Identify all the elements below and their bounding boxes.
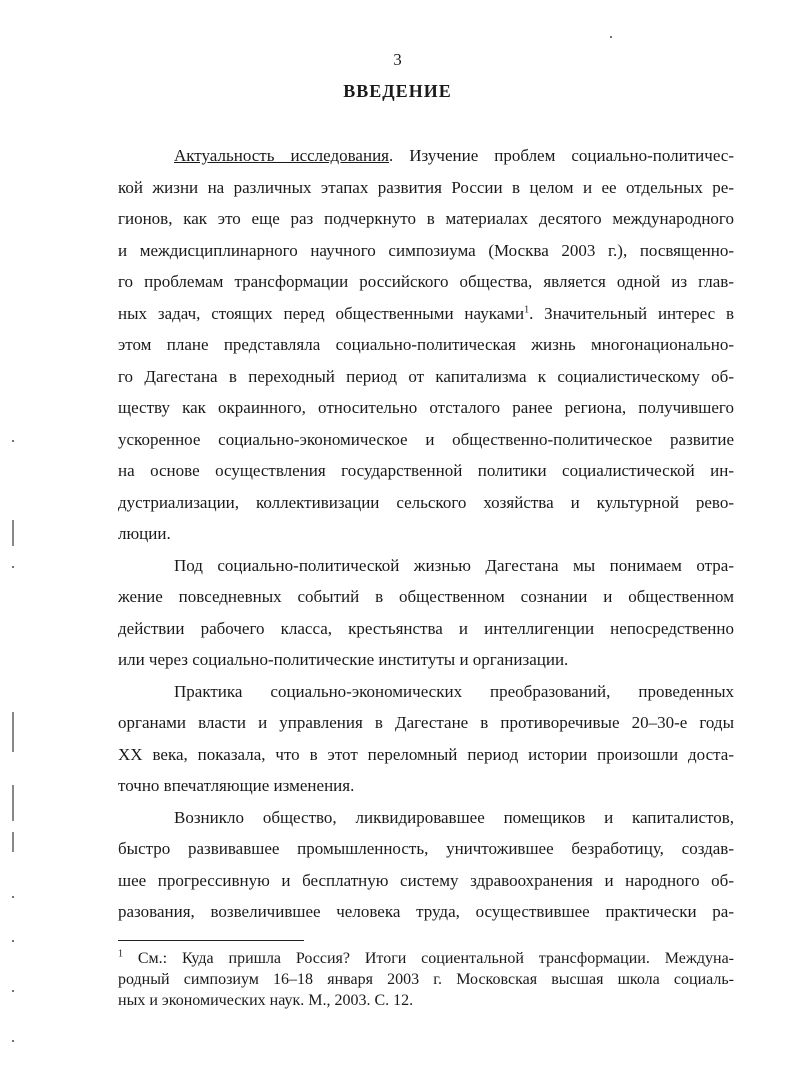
- paragraph-1-line-6-a: ных задач, стоящих перед общественными науками: [118, 303, 525, 323]
- footnote-reference[interactable]: 1: [524, 303, 530, 315]
- scan-artifact: [12, 940, 14, 942]
- scan-artifact: [12, 990, 14, 992]
- paragraph-1-line-12: дустриализации, коллективизации сельского хозяйства и культурной рево-: [118, 492, 734, 512]
- scan-artifact: [12, 832, 14, 852]
- page-title: ВВЕДЕНИЕ: [343, 81, 452, 101]
- paragraph-1-line-6-b: . Значительный интерес в: [529, 303, 734, 323]
- paragraph-3-line-4: точно впечатляющие изменения.: [118, 776, 355, 795]
- paragraph-1-line-8: го Дагестана в переходный период от капитализма к социалистическому об-: [118, 366, 734, 386]
- document-body: [118, 140, 734, 928]
- paragraph-1-line-1: [118, 140, 734, 172]
- paragraph-1-line-11: на основе осуществления государственной политики социалистической ин-: [118, 461, 734, 480]
- paragraph-1-line-9: ществу как окраинного, относительно отсталого ранее региона, получившего: [118, 398, 734, 417]
- paragraph-2-line-3: действии рабочего класса, крестьянства и интеллигенции непосредственно: [118, 618, 734, 638]
- footnote-marker: 1: [118, 948, 123, 960]
- paragraph-2-line-4: или через социально-политические институты и организации.: [118, 650, 569, 669]
- scan-artifact: [610, 36, 612, 38]
- paragraph-1-lead-text: . Изучение проблем социально-политичес-: [389, 146, 734, 165]
- footnote-line-3: ных и экономических наук. М., 2003. С. 12.: [118, 992, 414, 1009]
- paragraph-1-line-2: кой жизни на различных этапах развития России в целом и ее отдельных ре-: [118, 177, 734, 197]
- scan-artifact: [12, 896, 14, 898]
- paragraph-3-line-2: органами власти и управления в Дагестане в противоречивые 20–30-е годы: [118, 713, 734, 732]
- paragraph-1-line-4: и междисциплинарного научного симпозиума (Москва 2003 г.), посвященно-: [118, 240, 734, 260]
- paragraph-1-line-6: [118, 298, 734, 330]
- footnote-line-1-text: См.: Куда пришла Россия? Итоги социентальной трансформации. Междуна-: [123, 950, 734, 967]
- footnote-line-1: [118, 948, 734, 969]
- paragraph-3-line-1: Практика социально-экономических преобразований, проведенных: [174, 681, 734, 701]
- paragraph-4-line-2: быстро развивавшее промышленность, уничтожившее безработицу, создав-: [118, 839, 734, 858]
- paragraph-4-line-1: Возникло общество, ликвидировавшее помещиков и капиталистов,: [174, 807, 734, 827]
- relevance-heading: Актуальность исследования: [174, 146, 389, 165]
- paragraph-2-line-2: жение повседневных событий в общественном сознании и общественном: [118, 587, 734, 606]
- paragraph-2-line-1: Под социально-политической жизнью Дагестана мы понимаем отра-: [174, 555, 734, 575]
- paragraph-1-line-13: люции.: [118, 524, 171, 543]
- scan-artifact: [12, 440, 14, 442]
- paragraph-1-line-7: этом плане представляла социально-политическая жизнь многонационально-: [118, 335, 734, 354]
- footnote: [118, 948, 734, 1011]
- scan-artifact: [12, 520, 14, 546]
- paragraph-1-line-5: го проблемам трансформации российского общества, является одной из глав-: [118, 272, 734, 291]
- footnote-separator: [118, 940, 304, 941]
- paragraph-3-line-3: XX века, показала, что в этот переломный период истории произошли доста-: [118, 744, 734, 764]
- paragraph-4-line-3: шее прогрессивную и бесплатную систему здравоохранения и народного об-: [118, 870, 734, 890]
- paragraph-1-line-3: гионов, как это еще раз подчеркнуто в материалах десятого международного: [118, 209, 734, 228]
- scan-artifact: [12, 712, 14, 752]
- scan-artifact: [12, 566, 14, 568]
- footnote-line-2: родный симпозиум 16–18 января 2003 г. Московская высшая школа социаль-: [118, 971, 734, 988]
- scan-artifact: [12, 1040, 14, 1042]
- paragraph-1-line-10: ускоренное социально-экономическое и общественно-политическое развитие: [118, 429, 734, 449]
- scan-artifact: [12, 785, 14, 821]
- page-number: 3: [393, 50, 402, 69]
- paragraph-4-line-4: разования, возвеличившее человека труда, осуществившее практически ра-: [118, 902, 734, 921]
